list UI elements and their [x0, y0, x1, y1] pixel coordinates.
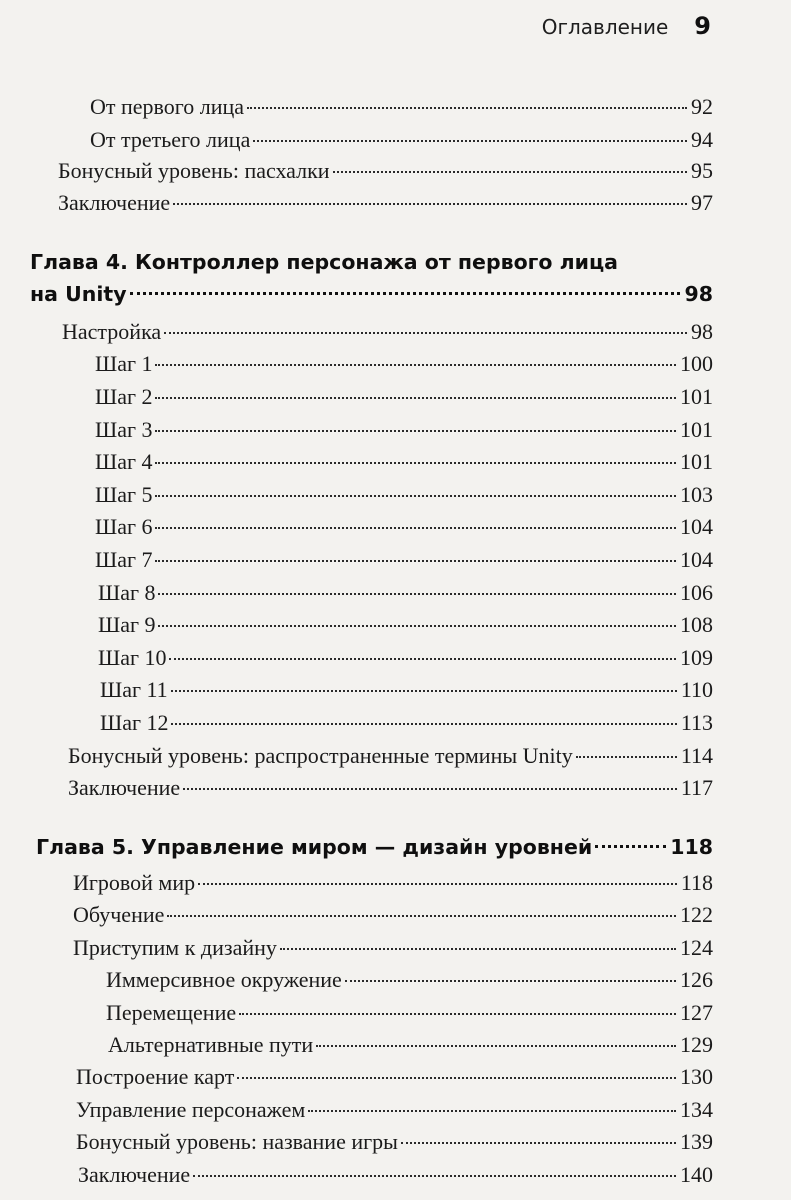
toc-entry-page: 104 [680, 547, 713, 572]
dot-leader [193, 1175, 676, 1177]
toc-entry-page: 98 [691, 319, 713, 344]
toc-entry[interactable] [58, 158, 713, 184]
toc-entry-page: 110 [680, 677, 713, 702]
dot-leader [155, 462, 676, 464]
dot-leader [316, 1045, 676, 1047]
toc-entry-label: Глава 5. Управление миром — дизайн уровней [36, 835, 593, 859]
toc-entry-label: Заключение [68, 775, 181, 800]
toc-entry-label: Шаг 9 [98, 612, 156, 637]
toc-entry[interactable] [100, 710, 713, 736]
dot-leader [167, 915, 676, 917]
toc-entry[interactable] [98, 612, 713, 638]
dot-leader [280, 948, 676, 950]
toc-entry-label: Заключение [78, 1162, 191, 1187]
dot-leader [401, 1142, 676, 1144]
toc-entry-label: Шаг 3 [95, 417, 153, 442]
toc-entry[interactable] [95, 449, 713, 475]
toc-entry-label: Альтернативные пути [108, 1032, 314, 1057]
toc-entry-label: Заключение [58, 190, 171, 215]
dot-leader [158, 593, 676, 595]
toc-entry-label: Обучение [73, 902, 165, 927]
toc-entry-label: Шаг 8 [98, 580, 156, 605]
toc-entry-label: От третьего лица [90, 127, 251, 152]
toc-entry[interactable] [95, 482, 713, 508]
toc-entry[interactable] [106, 1000, 713, 1026]
toc-entry-label: Шаг 5 [95, 482, 153, 507]
dot-leader [171, 723, 676, 725]
toc-entry-page: 106 [680, 580, 713, 605]
toc-entry[interactable] [95, 417, 713, 443]
toc-entry[interactable] [68, 743, 713, 769]
dot-leader [183, 788, 677, 790]
dot-leader [155, 430, 676, 432]
toc-entry-page: 103 [680, 482, 713, 507]
toc-entry-page: 100 [680, 351, 713, 376]
toc-entry-page: 109 [680, 645, 713, 670]
running-head-title: Оглавление [541, 15, 669, 39]
running-head-page-number: 9 [694, 12, 711, 40]
toc-entry-page: 124 [680, 935, 713, 960]
toc-entry-page: 101 [680, 384, 713, 409]
toc-entry-label: Бонусный уровень: распространенные термины Unity [68, 743, 573, 768]
toc-entry[interactable] [106, 967, 713, 993]
toc-entry-label: Бонусный уровень: пасхалки [58, 158, 330, 183]
toc-entry-label: Бонусный уровень: название игры [76, 1129, 398, 1154]
toc-entry-label: Перемещение [106, 1000, 237, 1025]
dot-leader [164, 332, 687, 334]
toc-entry[interactable] [68, 775, 713, 801]
dot-leader [308, 1110, 676, 1112]
toc-entry-page: 140 [680, 1162, 713, 1187]
dot-leader [333, 171, 687, 173]
toc-entry-label: Приступим к дизайну [73, 935, 277, 960]
toc-entry-label: Настройка [62, 319, 162, 344]
toc-entry[interactable] [76, 1129, 713, 1155]
dot-leader [155, 527, 676, 529]
toc-entry-label: Управление персонажем [76, 1097, 306, 1122]
toc-entry-label: Шаг 10 [98, 645, 167, 670]
toc-entry-page: 94 [691, 127, 713, 152]
dot-leader [155, 495, 676, 497]
toc-entry[interactable] [78, 1162, 713, 1188]
dot-leader [155, 364, 676, 366]
toc-entry-page: 134 [680, 1097, 713, 1122]
chapter-5-entry[interactable] [36, 835, 713, 859]
toc-entry[interactable] [76, 1097, 713, 1123]
dot-leader [345, 980, 676, 982]
toc-entry-page: 139 [680, 1129, 713, 1154]
dot-leader [130, 292, 681, 295]
toc-entry-label: Шаг 11 [100, 677, 168, 702]
dot-leader [198, 883, 677, 885]
toc-entry[interactable] [95, 351, 713, 377]
dot-leader [239, 1013, 676, 1015]
toc-entry-label: Игровой мир [73, 870, 196, 895]
toc-entry[interactable] [90, 127, 713, 153]
dot-leader [595, 845, 666, 848]
dot-leader [155, 560, 676, 562]
toc-entry-label: Шаг 2 [95, 384, 153, 409]
toc-entry-page: 129 [680, 1032, 713, 1057]
toc-entry-page: 97 [691, 190, 713, 215]
dot-leader [253, 140, 687, 142]
dot-leader [173, 203, 687, 205]
toc-entry-page: 108 [680, 612, 713, 637]
toc-entry[interactable] [62, 319, 713, 345]
toc-entry-page: 113 [680, 710, 713, 735]
toc-entry-page: 95 [691, 158, 713, 183]
toc-entry-label: Шаг 4 [95, 449, 153, 474]
toc-entry-page: 114 [680, 743, 713, 768]
toc-entry-page: 92 [691, 94, 713, 119]
toc-entry-page: 101 [680, 417, 713, 442]
toc-entry-page: 98 [684, 282, 713, 306]
toc-entry[interactable] [73, 902, 713, 928]
toc-entry-page: 122 [680, 902, 713, 927]
toc-entry-page: 118 [680, 870, 713, 895]
chapter-4-title[interactable]: Глава 4. Контроллер персонажа от первого лица [30, 250, 619, 274]
toc-entry-page: 117 [680, 775, 713, 800]
toc-entry[interactable] [98, 645, 713, 671]
toc-entry-label: Шаг 7 [95, 547, 153, 572]
toc-entry-page: 126 [680, 967, 713, 992]
dot-leader [171, 690, 677, 692]
toc-entry-label: От первого лица [90, 94, 245, 119]
toc-entry-page: 127 [680, 1000, 713, 1025]
dot-leader [158, 625, 676, 627]
toc-entry[interactable] [95, 384, 713, 410]
toc-entry-page: 101 [680, 449, 713, 474]
dot-leader [247, 107, 687, 109]
toc-entry-label: Шаг 6 [95, 514, 153, 539]
toc-entry[interactable] [98, 580, 713, 606]
toc-entry[interactable] [108, 1032, 713, 1058]
toc-entry[interactable] [90, 94, 713, 120]
chapter-4-entry[interactable] [30, 282, 713, 306]
toc-entry-page: 130 [680, 1064, 713, 1089]
toc-entry-page: 118 [670, 835, 713, 859]
toc-entry[interactable] [58, 190, 713, 216]
toc-entry[interactable] [76, 1064, 713, 1090]
dot-leader [155, 397, 676, 399]
toc-entry-label: Иммерсивное окружение [106, 967, 342, 992]
toc-entry[interactable] [73, 870, 713, 896]
dot-leader [576, 756, 677, 758]
toc-entry[interactable] [95, 547, 713, 573]
toc-entry-label: Шаг 1 [95, 351, 153, 376]
toc-entry-label: на Unity [30, 282, 127, 306]
dot-leader [169, 658, 676, 660]
toc-entry-label: Построение карт [76, 1064, 235, 1089]
toc-entry-label: Шаг 12 [100, 710, 169, 735]
toc-entry[interactable] [95, 514, 713, 540]
toc-entry-page: 104 [680, 514, 713, 539]
toc-entry[interactable] [100, 677, 713, 703]
dot-leader [237, 1077, 676, 1079]
toc-entry[interactable] [73, 935, 713, 961]
